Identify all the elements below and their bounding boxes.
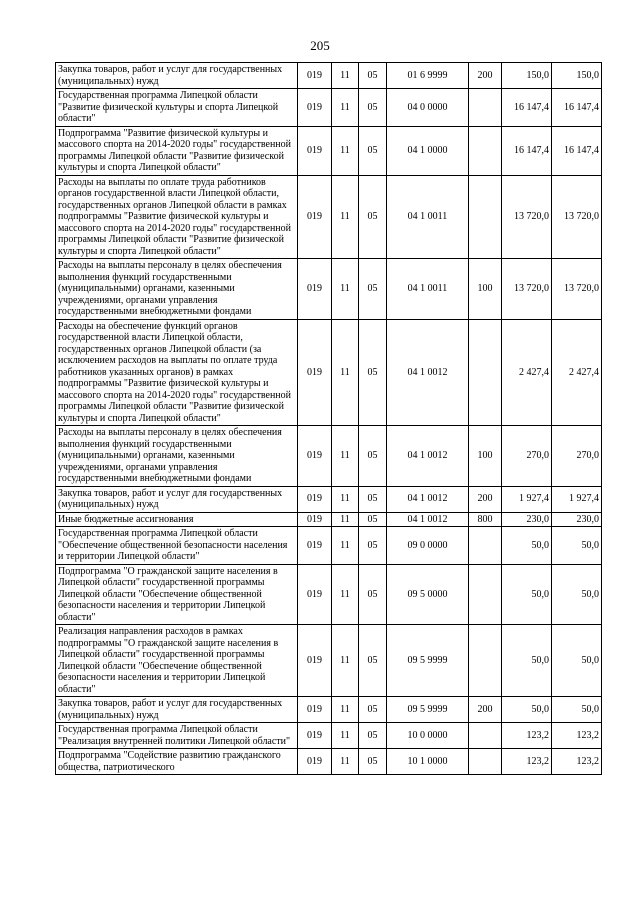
amount-1: 16 147,4 — [502, 126, 552, 175]
amount-2: 16 147,4 — [552, 126, 602, 175]
section-code: 11 — [332, 259, 359, 320]
section-code: 11 — [332, 89, 359, 127]
table-row — [56, 512, 602, 527]
table-row — [56, 426, 602, 487]
amount-1: 13 720,0 — [502, 259, 552, 320]
ministry-code: 019 — [298, 697, 332, 723]
subsection-code: 05 — [359, 175, 387, 259]
expense-type-code — [469, 749, 502, 775]
subsection-code: 05 — [359, 625, 387, 697]
amount-1: 50,0 — [502, 564, 552, 625]
subsection-code: 05 — [359, 749, 387, 775]
amount-1: 123,2 — [502, 723, 552, 749]
table-row — [56, 564, 602, 625]
subsection-code: 05 — [359, 564, 387, 625]
amount-1: 13 720,0 — [502, 175, 552, 259]
target-article-code: 01 6 9999 — [387, 63, 469, 89]
table-row — [56, 319, 602, 426]
expense-name: Закупка товаров, работ и услуг для государственных (муниципальных) нужд — [56, 697, 298, 723]
target-article-code: 04 1 0012 — [387, 426, 469, 487]
subsection-code: 05 — [359, 527, 387, 565]
subsection-code: 05 — [359, 512, 387, 527]
amount-1: 2 427,4 — [502, 319, 552, 426]
subsection-code: 05 — [359, 426, 387, 487]
target-article-code: 09 5 0000 — [387, 564, 469, 625]
expense-type-code — [469, 175, 502, 259]
expense-type-code: 200 — [469, 63, 502, 89]
table-row — [56, 723, 602, 749]
table-row — [56, 259, 602, 320]
expense-type-code: 100 — [469, 259, 502, 320]
table-row — [56, 89, 602, 127]
ministry-code: 019 — [298, 89, 332, 127]
amount-2: 50,0 — [552, 564, 602, 625]
target-article-code: 10 1 0000 — [387, 749, 469, 775]
subsection-code: 05 — [359, 697, 387, 723]
amount-1: 1 927,4 — [502, 486, 552, 512]
target-article-code: 09 5 9999 — [387, 625, 469, 697]
expense-name: Государственная программа Липецкой области "Обеспечение общественной безопасности населения и территории Липецкой области" — [56, 527, 298, 565]
amount-2: 270,0 — [552, 426, 602, 487]
amount-2: 2 427,4 — [552, 319, 602, 426]
ministry-code: 019 — [298, 564, 332, 625]
subsection-code: 05 — [359, 89, 387, 127]
section-code: 11 — [332, 564, 359, 625]
ministry-code: 019 — [298, 175, 332, 259]
amount-1: 270,0 — [502, 426, 552, 487]
target-article-code: 09 5 9999 — [387, 697, 469, 723]
expense-type-code — [469, 89, 502, 127]
expense-name: Государственная программа Липецкой области "Развитие физической культуры и спорта Липецкой области" — [56, 89, 298, 127]
ministry-code: 019 — [298, 749, 332, 775]
section-code: 11 — [332, 175, 359, 259]
amount-2: 16 147,4 — [552, 89, 602, 127]
ministry-code: 019 — [298, 63, 332, 89]
page-number: 205 — [310, 38, 330, 53]
table-row — [56, 625, 602, 697]
amount-2: 50,0 — [552, 625, 602, 697]
ministry-code: 019 — [298, 527, 332, 565]
expense-name: Подпрограмма "Содействие развитию гражданского общества, патриотического — [56, 749, 298, 775]
expense-type-code — [469, 126, 502, 175]
target-article-code: 04 1 0000 — [387, 126, 469, 175]
expense-name: Расходы на выплаты персоналу в целях обеспечения выполнения функций государственными (муниципальными) органами, казенными учреждениями, органами управления государственными внебюджетными фондами — [56, 426, 298, 487]
expense-name: Подпрограмма "Развитие физической культуры и массового спорта на 2014-2020 годы" государственной программы Липецкой области "Развитие физической культуры и спорта Липецкой области" — [56, 126, 298, 175]
ministry-code: 019 — [298, 426, 332, 487]
expense-name: Государственная программа Липецкой области "Реализация внутренней политики Липецкой области" — [56, 723, 298, 749]
target-article-code: 10 0 0000 — [387, 723, 469, 749]
target-article-code: 04 1 0012 — [387, 512, 469, 527]
target-article-code: 04 1 0012 — [387, 319, 469, 426]
amount-1: 123,2 — [502, 749, 552, 775]
section-code: 11 — [332, 512, 359, 527]
expense-type-code — [469, 564, 502, 625]
ministry-code: 019 — [298, 126, 332, 175]
section-code: 11 — [332, 723, 359, 749]
expense-type-code — [469, 319, 502, 426]
expense-name: Реализация направления расходов в рамках подпрограммы "О гражданской защите населения в Липецкой области" государственной программы Липецкой области "Обеспечение общественной безопасности населения и территории Липецкой области" — [56, 625, 298, 697]
table-row — [56, 63, 602, 89]
section-code: 11 — [332, 63, 359, 89]
amount-1: 50,0 — [502, 697, 552, 723]
ministry-code: 019 — [298, 512, 332, 527]
ministry-code: 019 — [298, 723, 332, 749]
table-row — [56, 697, 602, 723]
amount-2: 123,2 — [552, 749, 602, 775]
target-article-code: 04 1 0011 — [387, 259, 469, 320]
expense-name: Иные бюджетные ассигнования — [56, 512, 298, 527]
amount-1: 50,0 — [502, 625, 552, 697]
ministry-code: 019 — [298, 319, 332, 426]
target-article-code: 04 1 0011 — [387, 175, 469, 259]
section-code: 11 — [332, 319, 359, 426]
amount-2: 1 927,4 — [552, 486, 602, 512]
amount-2: 150,0 — [552, 63, 602, 89]
subsection-code: 05 — [359, 126, 387, 175]
amount-1: 230,0 — [502, 512, 552, 527]
section-code: 11 — [332, 625, 359, 697]
section-code: 11 — [332, 426, 359, 487]
expense-name: Подпрограмма "О гражданской защите населения в Липецкой области" государственной программы Липецкой области "Обеспечение общественной безопасности населения и территории Липецкой области" — [56, 564, 298, 625]
expense-name: Расходы на выплаты по оплате труда работников органов государственной власти Липецкой области, государственных органов Липецкой области в рамках подпрограммы "Развитие физической культуры и массового спорта на 2014-2020 годы" государственной программы Липецкой области "Развитие физической культуры и спорта Липецкой области" — [56, 175, 298, 259]
subsection-code: 05 — [359, 486, 387, 512]
target-article-code: 04 1 0012 — [387, 486, 469, 512]
ministry-code: 019 — [298, 486, 332, 512]
amount-1: 50,0 — [502, 527, 552, 565]
amount-2: 50,0 — [552, 697, 602, 723]
amount-1: 16 147,4 — [502, 89, 552, 127]
amount-2: 50,0 — [552, 527, 602, 565]
target-article-code: 04 0 0000 — [387, 89, 469, 127]
expense-type-code: 800 — [469, 512, 502, 527]
expense-name: Расходы на обеспечение функций органов государственной власти Липецкой области, государственных органов Липецкой области (за исключением расходов на выплаты по оплате труда работников указанных органов) в рамках подпрограммы "Развитие физической культуры и массового спорта на 2014-2020 годы" государственной программы Липецкой области "Развитие физической культуры и спорта Липецкой области" — [56, 319, 298, 426]
expense-name: Закупка товаров, работ и услуг для государственных (муниципальных) нужд — [56, 486, 298, 512]
table-row — [56, 749, 602, 775]
subsection-code: 05 — [359, 723, 387, 749]
expense-type-code: 200 — [469, 697, 502, 723]
amount-2: 123,2 — [552, 723, 602, 749]
table-row — [56, 486, 602, 512]
amount-2: 13 720,0 — [552, 259, 602, 320]
expense-type-code: 200 — [469, 486, 502, 512]
subsection-code: 05 — [359, 319, 387, 426]
subsection-code: 05 — [359, 259, 387, 320]
section-code: 11 — [332, 126, 359, 175]
expense-type-code — [469, 723, 502, 749]
target-article-code: 09 0 0000 — [387, 527, 469, 565]
table-row — [56, 527, 602, 565]
expense-type-code: 100 — [469, 426, 502, 487]
expense-type-code — [469, 625, 502, 697]
amount-1: 150,0 — [502, 63, 552, 89]
amount-2: 13 720,0 — [552, 175, 602, 259]
ministry-code: 019 — [298, 259, 332, 320]
expense-type-code — [469, 527, 502, 565]
section-code: 11 — [332, 697, 359, 723]
amount-2: 230,0 — [552, 512, 602, 527]
expense-name: Закупка товаров, работ и услуг для государственных (муниципальных) нужд — [56, 63, 298, 89]
expense-name: Расходы на выплаты персоналу в целях обеспечения выполнения функций государственными (муниципальными) органами, казенными учреждениями, органами управления государственными внебюджетными фондами — [56, 259, 298, 320]
section-code: 11 — [332, 527, 359, 565]
table-row — [56, 126, 602, 175]
budget-table — [55, 62, 602, 775]
section-code: 11 — [332, 486, 359, 512]
ministry-code: 019 — [298, 625, 332, 697]
subsection-code: 05 — [359, 63, 387, 89]
table-row — [56, 175, 602, 259]
section-code: 11 — [332, 749, 359, 775]
table-body — [56, 63, 602, 775]
